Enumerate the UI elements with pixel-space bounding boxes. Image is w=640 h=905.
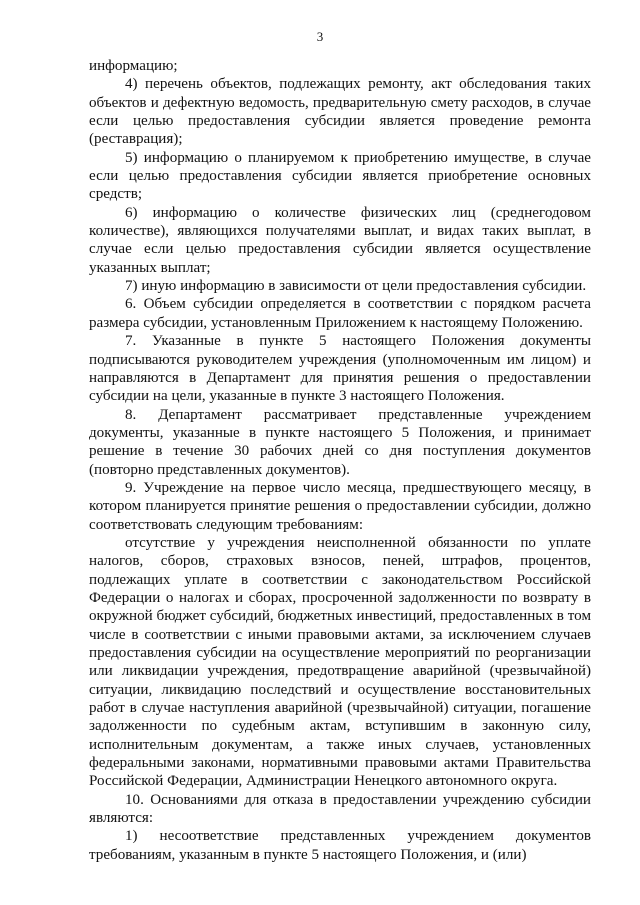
clause-10-item-1: 1) несоответствие представленных учреждением документов требованиям, указанным в пункте 5 настоящего Положения, и (или) [89, 828, 591, 863]
document-body [89, 57, 591, 864]
list-item-5: 5) информацию о планируемом к приобретению имуществе, в случае если целью предоставления субсидии является приобретение основных средств; [89, 149, 591, 203]
clause-6: 6. Объем субсидии определяется в соответствии с порядком расчета размера субсидии, установленным Приложением к настоящему Положению. [89, 296, 591, 331]
clause-10: 10. Основаниями для отказа в предоставлении учреждению субсидии являются: [89, 791, 591, 827]
clause-8: 8. Департамент рассматривает представленные учреждением документы, указанные в пункте настоящего 5 Положения, и принимает решение в течение 30 рабочих дней со дня поступления документов (повторно представленных документов). [89, 406, 591, 478]
list-item-4: 4) перечень объектов, подлежащих ремонту, акт обследования таких объектов и дефектную ведомость, предварительную смету расходов, в случае если целью предоставления субсидии является проведение ремонта (реставрация); [89, 76, 591, 148]
clause-9: 9. Учреждение на первое число месяца, предшествующего месяцу, в котором планируется принятие решения о предоставлении субсидии, должно соответствовать следующим требованиям: [89, 479, 591, 533]
clause-7: 7. Указанные в пункте 5 настоящего Положения документы подписываются руководителем учреждения (уполномоченным им лицом) и направляются в Департамент для принятия решения о предоставлении субсидии на цели, указанные в пункте 3 настоящего Положения. [89, 333, 591, 405]
list-item-7: 7) иную информацию в зависимости от цели предоставления субсидии. [125, 278, 587, 295]
clause-9-requirement: отсутствие у учреждения неисполненной обязанности по уплате налогов, сборов, страховых взносов, пеней, штрафов, процентов, подлежащих уплате в соответствии с законодательством Российской Федерации о налогах и сборах, просроченной задолженности по возврату в окружной бюджет субсидий, бюджетных инвестиций, предоставленных в том числе в соответствии с иными правовыми актами, за исключением случаев предоставления субсидии на осуществление мероприятий по реорганизации или ликвидации учреждения, предотвращение аварийной (чрезвычайной) ситуации, ликвидацию последствий и осуществление восстановительных работ в случае наступления аварийной (чрезвычайной) ситуации, погашение задолженности по судебным актам, вступившим в законную силу, исполнительным документам, а также иных случаев, установленных федеральными законами, нормативными правовыми актами Правительства Российской Федерации, Администрации Ненецкого автономного округа. [89, 534, 591, 790]
page-number: 3 [316, 29, 324, 44]
list-item-6: 6) информацию о количестве физических лиц (среднегодовом количестве), являющихся получателями выплат, и видах таких выплат, в случае если целью предоставления субсидии является осуществление указанных выплат; [89, 204, 591, 276]
paragraph-continuation: информацию; [89, 58, 178, 74]
